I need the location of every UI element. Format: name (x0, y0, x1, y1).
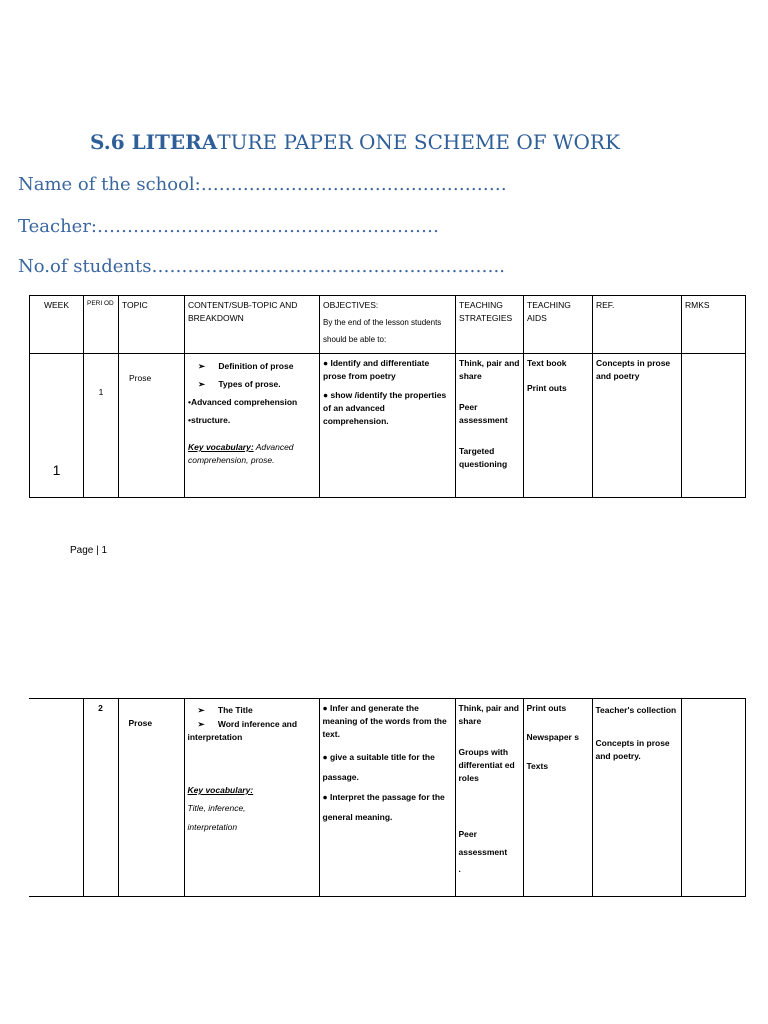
list-item: ● show /identify the properties of an advanced comprehension. (323, 390, 447, 426)
list-item: Teacher's collection (595, 705, 677, 715)
period-cell: 2 (83, 699, 118, 897)
aids-cell (524, 354, 593, 498)
header-strategies: TEACHING STRATEGIES (456, 296, 524, 354)
students-line: No.of students………………………………………………….. (18, 256, 505, 277)
key-vocabulary-text: Title, inference, (187, 803, 246, 813)
table-row (29, 699, 745, 897)
header-content: CONTENT/SUB-TOPIC AND BREAKDOWN (185, 296, 320, 354)
content-cell (185, 354, 320, 498)
page-footer: Page | 1 (70, 545, 108, 556)
list-item: Print outs (527, 383, 567, 393)
period-cell: 1 (84, 354, 119, 498)
week-cell (29, 699, 83, 897)
aids-cell (523, 699, 592, 897)
list-item: Concepts in prose and poetry. (595, 738, 670, 761)
rmks-cell (681, 699, 745, 897)
objectives-cell (319, 699, 455, 897)
list-item: Print outs (526, 703, 567, 713)
key-vocabulary: Key vocabulary: Advanced comprehension, prose. (188, 442, 294, 465)
list-item: •structure. (188, 415, 231, 425)
topic-cell: Prose (119, 354, 185, 498)
objectives-cell (320, 354, 456, 498)
header-period: PERI OD (84, 296, 119, 354)
table-row (30, 354, 746, 498)
school-name-line: Name of the school:…………………………………………… (18, 174, 507, 195)
ref-cell (592, 699, 681, 897)
week-cell: 1 (30, 354, 84, 498)
list-item: Groups with differentiat ed roles (458, 747, 515, 783)
header-topic: TOPIC (119, 296, 185, 354)
header-aids: TEACHING AIDS (524, 296, 593, 354)
content-cell (184, 699, 319, 897)
list-item: ➢ Types of prose. (198, 379, 281, 389)
header-week: WEEK (30, 296, 84, 354)
topic-cell: Prose (118, 699, 184, 897)
table-header-row (30, 296, 746, 354)
list-item: ➢ Word inference and interpretation (187, 719, 298, 742)
list-item: Peer assessment (458, 829, 508, 857)
objectives-title: OBJECTIVES: (323, 300, 379, 310)
strategies-cell (456, 354, 524, 498)
list-item: Think, pair and share (458, 703, 519, 726)
list-item: ➢ The Title (197, 705, 253, 715)
list-item: ➢ Definition of prose (198, 361, 294, 371)
list-item: Think, pair and share (459, 358, 520, 381)
key-vocabulary-text: interpretation (187, 822, 238, 832)
ref-cell: Concepts in prose and poetry (593, 354, 682, 498)
list-item: . (458, 864, 461, 874)
list-item: Texts (526, 761, 549, 771)
list-item: ● Infer and generate the meaning of the words from the text. (322, 703, 447, 739)
scheme-table-week2 (29, 698, 746, 897)
document-title: S.6 LITERATURE PAPER ONE SCHEME OF WORK (90, 130, 620, 154)
list-item: ● Identify and differentiate prose from poetry (323, 358, 430, 381)
key-vocabulary-label: Key vocabulary: (187, 785, 254, 795)
list-item: ● give a suitable title for the passage. (322, 752, 435, 782)
header-objectives (320, 296, 456, 354)
teacher-line: Teacher:………………………………………………… (18, 216, 439, 237)
list-item: Targeted questioning (459, 446, 508, 469)
list-item: Text book (527, 358, 567, 368)
list-item: ● Interpret the passage for the general meaning. (322, 792, 445, 822)
strategies-cell (455, 699, 523, 897)
rmks-cell (682, 354, 746, 498)
scheme-table-week1 (29, 295, 746, 498)
header-ref: REF. (593, 296, 682, 354)
header-rmks: RMKS (682, 296, 746, 354)
list-item: Peer assessment (459, 402, 508, 425)
list-item: Newspaper s (526, 732, 579, 742)
list-item: •Advanced comprehension (188, 397, 298, 407)
objectives-subtitle: By the end of the lesson students should be able to: (323, 318, 442, 344)
